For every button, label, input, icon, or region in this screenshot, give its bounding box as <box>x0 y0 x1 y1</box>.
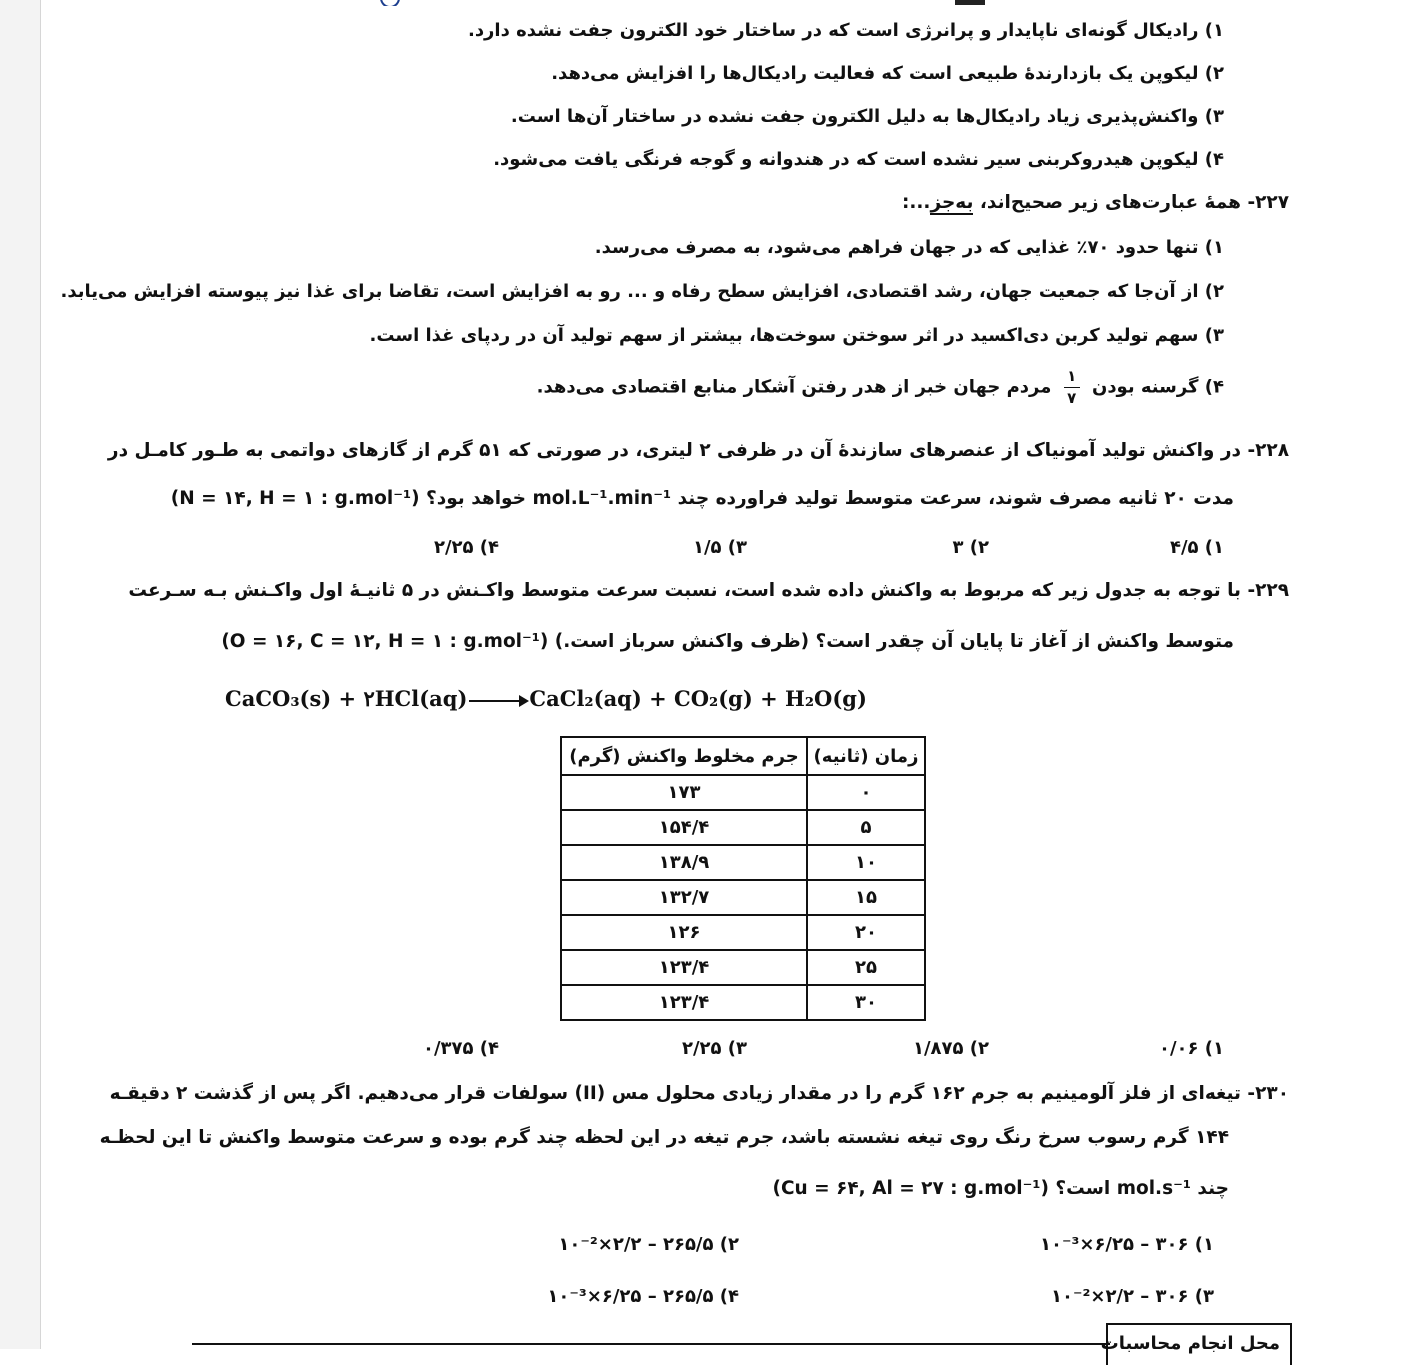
table-cell-mass: ۱۵۴/۴ <box>561 810 807 845</box>
q227-option-1: ۱) تنها حدود ۷۰٪ غذایی که در جهان فراهم می‌شود، به مصرف می‌رسد. <box>594 237 1224 258</box>
q228-molar-masses: (N = ۱۴, H = ۱ : g.mol⁻¹) <box>170 488 420 509</box>
q227-option-4-end: مردم جهان خبر از هدر رفتن آشکار منابع اقتصادی می‌دهد. <box>536 376 1052 398</box>
q230-stem-text: چند <box>1197 1178 1229 1199</box>
publisher-logo <box>380 0 580 6</box>
q227-option-4-start: ۴) گرسنه بودن <box>1091 376 1224 398</box>
table-cell-mass: ۱۳۸/۹ <box>561 845 807 880</box>
q229-option-2: ۲) ۱/۸۷۵ <box>912 1038 989 1059</box>
page-left-margin <box>0 0 41 1349</box>
table-cell-time: ۲۵ <box>807 950 925 985</box>
q228-stem-line-1: ۲۲۸- در واکنش تولید آمونیاک از عنصرهای سازندهٔ آن در ظرفی ۲ لیتری، در صورتی که ۵۱ گرم از گازهای دواتمی به طـور کامـل در <box>107 440 1289 461</box>
q230-molar-masses: (Cu = ۶۴, Al = ۲۷ : g.mol⁻¹) <box>772 1178 1049 1199</box>
calculation-area-rule <box>192 1343 1110 1345</box>
table-cell-time: ۰ <box>807 775 925 810</box>
fraction-one-seventh <box>1064 369 1080 406</box>
q229-stem-text: متوسط واکنش از آغاز تا پایان آن چقدر است؟ (ظرف واکنش سرباز است.) <box>554 631 1234 652</box>
q230-stem-line-3 <box>772 1178 1229 1199</box>
reaction-arrow-icon <box>469 700 527 702</box>
table-row <box>561 985 925 1020</box>
q228-option-4: ۴) ۲/۲۵ <box>433 537 499 558</box>
q228-unit: mol.L⁻¹.min⁻¹ <box>532 488 672 509</box>
q230-unit: mol.s⁻¹ <box>1116 1178 1191 1199</box>
q226-option-1: ۱) رادیکال گونه‌ای ناپایدار و پرانرژی است که در ساختار خود الکترون جفت نشده دارد. <box>467 20 1224 41</box>
q228-stem-text: مدت ۲۰ ثانیه مصرف شوند، سرعت متوسط تولید فراورده چند <box>677 488 1234 509</box>
q227-stem <box>902 192 1289 213</box>
table-header-row <box>561 737 925 775</box>
table-row <box>561 845 925 880</box>
q226-option-4: ۴) لیکوپن هیدروکربنی سیر نشده است که در هندوانه و گوجه فرنگی یافت می‌شود. <box>493 149 1224 170</box>
q229-option-1: ۱) ۰/۰۶ <box>1158 1038 1224 1059</box>
q228-option-3: ۳) ۱/۵ <box>692 537 747 558</box>
q230-stem-question: است؟ <box>1055 1178 1111 1199</box>
q227-option-3: ۳) سهم تولید کربن دی‌اکسید در اثر سوختن سوخت‌ها، بیشتر از سهم تولید آن در ردپای غذا است. <box>369 325 1224 346</box>
table-cell-time: ۵ <box>807 810 925 845</box>
q230-option-2: ۲) ۲۶۵/۵ – ۲/۲×۱۰⁻² <box>558 1234 739 1255</box>
table-row <box>561 775 925 810</box>
q227-stem-emphasis: به‌جز <box>930 192 974 213</box>
q230-stem-line-2: ۱۴۴ گرم رسوب سرخ رنگ روی تیغه نشسته باشد، جرم تیغه در این لحظه چند گرم بوده و سرعت متوسط واکنش تا این لحظـه <box>99 1127 1229 1148</box>
table-row <box>561 915 925 950</box>
table-cell-mass: ۱۷۳ <box>561 775 807 810</box>
q227-stem-text: همهٔ عبارت‌های زیر صحیح‌اند، <box>973 192 1241 213</box>
fraction-denominator: ۷ <box>1067 389 1077 407</box>
q226-option-3: ۳) واکنش‌پذیری زیاد رادیکال‌ها به دلیل الکترون جفت نشده در ساختار آن‌ها است. <box>510 106 1224 127</box>
table-row <box>561 880 925 915</box>
table-row <box>561 810 925 845</box>
q226-option-2: ۲) لیکوپن یک بازدارندهٔ طبیعی است که فعالیت رادیکال‌ها را افزایش می‌دهد. <box>551 63 1224 84</box>
q228-stem-line-2 <box>171 488 1234 509</box>
table-cell-time: ۳۰ <box>807 985 925 1020</box>
q230-stem-line-1: ۲۳۰- تیغه‌ای از فلز آلومینیم به جرم ۱۶۲ گرم را در مقدار زیادی محلول مس (II) سولفات قرار می‌دهیم. اگر پس از گذشت ۲ دقیقـه <box>109 1083 1289 1104</box>
reaction-mass-table <box>560 736 926 1021</box>
table-cell-time: ۱۰ <box>807 845 925 880</box>
table-header-mass: جرم مخلوط واکنش (گرم) <box>561 737 807 775</box>
table-header-time: زمان (ثانیه) <box>807 737 925 775</box>
q227-option-4 <box>537 369 1224 406</box>
q229-stem-line-2 <box>221 631 1234 652</box>
table-cell-mass: ۱۳۲/۷ <box>561 880 807 915</box>
equation-products: CaCl₂(aq) + CO₂(g) + H₂O(g) <box>529 686 867 711</box>
q227-stem-end: ...: <box>901 192 931 213</box>
q229-molar-masses: (O = ۱۶, C = ۱۲, H = ۱ : g.mol⁻¹) <box>221 631 549 652</box>
equation-reactants: CaCO₃(s) + ۲HCl(aq) <box>225 686 468 711</box>
table-cell-time: ۲۰ <box>807 915 925 950</box>
table-row <box>561 950 925 985</box>
calculation-area-label: محل انجام محاسبات <box>1100 1333 1280 1354</box>
q230-option-3: ۳) ۳۰۶ – ۲/۲×۱۰⁻² <box>1050 1286 1214 1307</box>
q228-option-1: ۱) ۴/۵ <box>1169 537 1224 558</box>
table-cell-mass: ۱۲۳/۴ <box>561 950 807 985</box>
header-rule-fragment <box>955 0 985 5</box>
q228-option-2: ۲) ۳ <box>952 537 989 558</box>
q229-stem-line-1: ۲۲۹- با توجه به جدول زیر که مربوط به واکنش داده شده است، نسبت سرعت متوسط واکـنش در ۵ ثانیـهٔ اول واکـنش بـه سـرعت <box>128 580 1289 601</box>
table-cell-mass: ۱۲۶ <box>561 915 807 950</box>
q230-option-4: ۴) ۲۶۵/۵ – ۶/۲۵×۱۰⁻³ <box>547 1286 739 1307</box>
table-cell-time: ۱۵ <box>807 880 925 915</box>
fraction-numerator: ۱ <box>1067 367 1077 385</box>
q229-option-3: ۳) ۲/۲۵ <box>681 1038 747 1059</box>
reaction-equation <box>225 686 867 711</box>
q227-option-2: ۲) از آن‌جا که جمعیت جهان، رشد اقتصادی، افزایش سطح رفاه و ... رو به افزایش است، تقاضا برای غذا نیز پیوسته افزایش می‌یابد. <box>60 281 1224 302</box>
q230-option-1: ۱) ۳۰۶ – ۶/۲۵×۱۰⁻³ <box>1039 1234 1214 1255</box>
table-cell-mass: ۱۲۳/۴ <box>561 985 807 1020</box>
q228-stem-question: خواهد بود؟ <box>425 488 526 509</box>
q229-option-4: ۴) ۰/۳۷۵ <box>422 1038 499 1059</box>
calculation-area-box <box>1100 1323 1292 1365</box>
q227-number: ۲۲۷- <box>1247 192 1289 213</box>
